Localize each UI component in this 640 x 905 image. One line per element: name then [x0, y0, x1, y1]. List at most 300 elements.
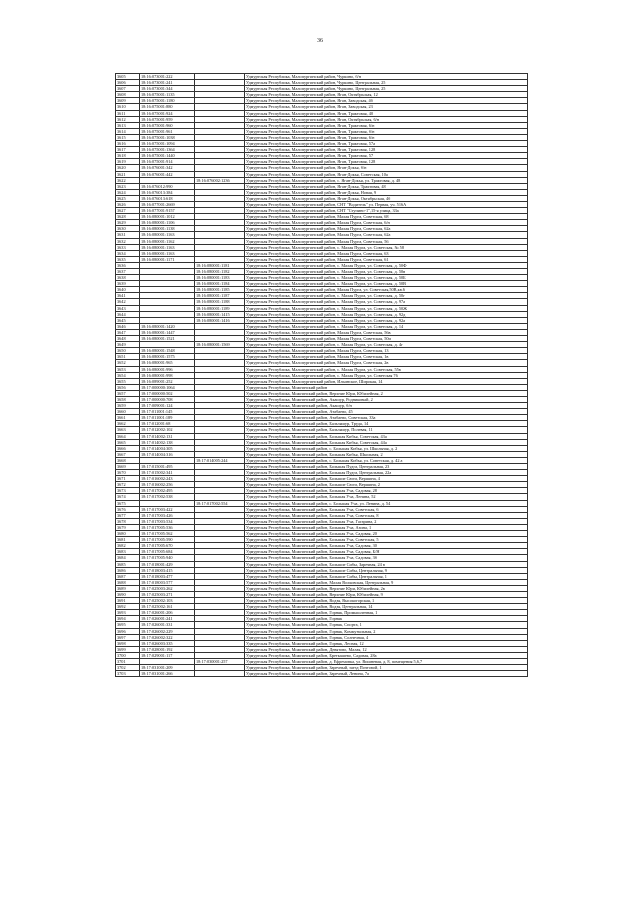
address-cell: Удмуртская Республика, Малопургинский район, Яган, Трактовая, б/н — [245, 129, 528, 135]
row-number-cell: 3659 — [116, 403, 140, 409]
row-number-cell: 3646 — [116, 324, 140, 330]
address-cell: Удмуртская Республика, Малопургинский район, с. Малая Пурга, ул. Советская, д. 14 — [245, 324, 528, 330]
cadastral-number-cell: 18:17:028001:192 — [140, 647, 195, 653]
row-number-cell: 3661 — [116, 415, 140, 421]
row-number-cell: 3650 — [116, 348, 140, 354]
cadastral-number-cell: 18:17:029001:117 — [140, 653, 195, 659]
row-number-cell: 3633 — [116, 245, 140, 251]
cadastral-number-cell: 18:16:080001:1521 — [140, 336, 195, 342]
cadastral-number-cell: 18:16:089001:252 — [140, 379, 195, 385]
cadastral-number-cell: 18:16:080001:1106 — [140, 220, 195, 226]
row-number-cell: 3626 — [116, 202, 140, 208]
building-cadastral-number-cell: 18:16:076002:1236 — [195, 178, 245, 184]
building-cadastral-number-cell: 18:16:080001:1187 — [195, 293, 245, 299]
address-cell: Удмуртская Республика, Можгинский район, Большая Кибья, Советская, 43а — [245, 434, 528, 440]
row-number-cell: 3655 — [116, 379, 140, 385]
row-number-cell: 3654 — [116, 373, 140, 379]
row-number-cell: 3616 — [116, 141, 140, 147]
row-number-cell: 3606 — [116, 80, 140, 86]
address-cell: Удмуртская Республика, Малопургинский район, Малая Пурга, Советская, 2в — [245, 360, 528, 366]
row-number-cell: 3677 — [116, 513, 140, 519]
row-number-cell: 3621 — [116, 172, 140, 178]
row-number-cell: 3701 — [116, 659, 140, 665]
address-cell: Удмуртская Республика, Малопургинский район, Яган, Трактовая, 6/н — [245, 135, 528, 141]
address-cell: Удмуртская Республика, Малопургинский район, Яган, Трактовая, 128 — [245, 159, 528, 165]
address-cell: Удмуртская Республика, Малопургинский район, с. Малая Пурга, ул. Советская, д. 50Ф — [245, 263, 528, 269]
cadastral-number-cell: 18:17:026001:241 — [140, 616, 195, 622]
cadastral-number-cell: 18:17:018003:415 — [140, 568, 195, 574]
cadastral-number-cell: 18:16:080001:1420 — [140, 324, 195, 330]
address-cell: Удмуртская Республика, Можгинский район, Большая Уча, Садовая, 30 — [245, 543, 528, 549]
address-cell: Удмуртская Республика, Можгинский район, Горняк, Спорта, 1 — [245, 622, 528, 628]
address-cell: Удмуртская Республика, Можгинский район, Малая Волковская, Центральная, 9 — [245, 580, 528, 586]
cadastral-number-cell: 18:16:080001:1447 — [140, 330, 195, 336]
address-cell: Удмуртская Республика, Малопургинский район, с. Малая Пурга, ул. Советская, д. 50г — [245, 293, 528, 299]
address-cell: Удмуртская Республика, Малопургинский район, с. Малая Пурга, ул. Советская, д. 92д — [245, 312, 528, 318]
address-cell: Удмуртская Республика, Малопургинский район, Яган, Трактовая, 40 — [245, 111, 528, 117]
row-number-cell: 3657 — [116, 391, 140, 397]
row-number-cell: 3640 — [116, 287, 140, 293]
row-number-cell: 3685 — [116, 562, 140, 568]
address-cell: Удмуртская Республика, Малопургинский район, Яган, Трактовая, 6/н — [245, 123, 528, 129]
row-number-cell: 3647 — [116, 330, 140, 336]
address-cell: Удмуртская Республика, Малопургинский район, Яган-Докья, Октябрьская, 4б — [245, 196, 528, 202]
address-cell: Удмуртская Республика, Можгинский район, Большая Уча, Ленина, 52 — [245, 494, 528, 500]
row-number-cell: 3641 — [116, 293, 140, 299]
cadastral-number-cell: 18:16:080001:1162 — [140, 239, 195, 245]
address-cell: Удмуртская Республика, Малопургинский район, Чуркино, б/н — [245, 74, 528, 80]
cadastral-number-cell: 18:17:025003:262 — [140, 586, 195, 592]
address-cell: Удмуртская Республика, Малопургинский район, Малая Пурга, Советская, 56 — [245, 239, 528, 245]
row-number-cell: 3662 — [116, 421, 140, 427]
row-number-cell: 3652 — [116, 360, 140, 366]
cadastral-number-cell: 18:17:026002:229 — [140, 629, 195, 635]
building-cadastral-number-cell: 18:17:014005:244 — [195, 458, 245, 464]
cadastral-number-cell: 18:16:075001:961 — [140, 129, 195, 135]
row-number-cell: 3618 — [116, 153, 140, 159]
cadastral-number-cell: 18:17:025002:103 — [140, 598, 195, 604]
address-cell: Удмуртская Республика, Малопургинский район, Яган-Докья, Новая, 9 — [245, 190, 528, 196]
row-number-cell: 3635 — [116, 257, 140, 263]
cadastral-number-cell: 18:17:014002:138 — [140, 440, 195, 446]
row-number-cell: 3627 — [116, 208, 140, 214]
address-cell: Удмуртская Республика, Малопургинский район, с. Малая Пурга, ул. Советская, д. 92а — [245, 318, 528, 324]
row-number-cell: 3649 — [116, 342, 140, 348]
address-cell: Удмуртская Республика, Малопургинский район, Чуркино, Центральная, 25 — [245, 80, 528, 86]
cadastral-number-cell: 18:16:073001:222 — [140, 74, 195, 80]
row-number-cell: 3672 — [116, 482, 140, 488]
cadastral-number-cell: 18:17:017005:562 — [140, 531, 195, 537]
cadastral-number-cell: 18:16:075001:1180 — [140, 98, 195, 104]
cadastral-number-cell: 18:17:026002:322 — [140, 635, 195, 641]
address-cell: Удмуртская Республика, Можгинский район, Большая Уча, Азина, 1 — [245, 525, 528, 531]
address-cell: Удмуртская Республика, Можгинский район, Бальзяшур, Труда, 14 — [245, 421, 528, 427]
register-table — [115, 73, 528, 677]
row-number-cell: 3613 — [116, 123, 140, 129]
row-number-cell: 3682 — [116, 543, 140, 549]
address-cell: Удмуртская Республика, Малопургинский район, Яган, Октябрьская, 12 — [245, 92, 528, 98]
row-number-cell: 3619 — [116, 159, 140, 165]
address-cell: Удмуртская Республика, Можгинский район — [245, 385, 528, 391]
address-cell: Удмуртская Республика, Можгинский район, Большие Сибы, Заречная, 24 в — [245, 562, 528, 568]
address-cell: Удмуртская Республика, Можгинский район, Горняк, Промышленная, 1 — [245, 610, 528, 616]
address-cell: Удмуртская Республика, Малопургинский район, с. Малая Пурга, ул. Советская 76 — [245, 373, 528, 379]
cadastral-number-cell: 18:17:014004:316 — [140, 452, 195, 458]
address-cell: Удмуртская Республика, Можгинский район, Девятово, Малая, 12 — [245, 647, 528, 653]
row-number-cell: 3620 — [116, 165, 140, 171]
cadastral-number-cell: 18:17:031001:209 — [140, 665, 195, 671]
cadastral-number-cell: 18:17:018003:577 — [140, 580, 195, 586]
row-number-cell: 3658 — [116, 397, 140, 403]
building-cadastral-number-cell: 18:17:030001:257 — [195, 659, 245, 665]
row-number-cell: 3675 — [116, 501, 140, 507]
row-number-cell: 3622 — [116, 178, 140, 184]
address-cell: Удмуртская Республика, Можгинский район, Большая Уча, Садовая, 3б — [245, 555, 528, 561]
cadastral-number-cell: 18:17:017003:534 — [140, 519, 195, 525]
row-number-cell: 3700 — [116, 653, 140, 659]
cadastral-number-cell: 18:17:017005:684 — [140, 549, 195, 555]
address-cell: Удмуртская Республика, Малопургинский район, Яган, Заводская, 23 — [245, 104, 528, 110]
address-cell: Удмуртская Республика, Малопургинский район, СНТ "Ступино-1",15-я улица, 33а — [245, 208, 528, 214]
address-cell: Удмуртская Республика, Малопургинский район, Яган, Октябрьская, 6/н — [245, 117, 528, 123]
row-number-cell: 3665 — [116, 440, 140, 446]
row-number-cell: 3703 — [116, 671, 140, 677]
row-number-cell: 3638 — [116, 275, 140, 281]
address-cell: Удмуртская Республика, Можгинский район, Бреткашево, Садовая, 28а — [245, 653, 528, 659]
address-cell: Удмуртская Республика, Малопургинский район, Малая Пурга, Советская, 6/н — [245, 220, 528, 226]
cadastral-number-cell: 18:17:017003:426 — [140, 513, 195, 519]
address-cell: Удмуртская Республика, Можгинский район, Акашур, б/н — [245, 403, 528, 409]
address-cell: Удмуртская Республика, Можгинский район, Большая Кибья, Советская, 44а — [245, 440, 528, 446]
row-number-cell: 3610 — [116, 104, 140, 110]
page-number: 36 — [317, 38, 323, 44]
cadastral-number-cell: 18:17:012001:68 — [140, 421, 195, 427]
row-number-cell: 3625 — [116, 196, 140, 202]
cadastral-number-cell: 18:17:014002:131 — [140, 434, 195, 440]
row-number-cell: 3687 — [116, 574, 140, 580]
row-number-cell: 3630 — [116, 226, 140, 232]
row-number-cell: 3639 — [116, 281, 140, 287]
row-number-cell: 3645 — [116, 318, 140, 324]
address-cell: Удмуртская Республика, Можгинский район, Верхние Юри, Юбилейная, 2 — [245, 391, 528, 397]
cadastral-number-cell: 18:17:017005:670 — [140, 543, 195, 549]
cadastral-number-cell: 18:16:073001:344 — [140, 86, 195, 92]
cadastral-number-cell: 18:17:009001:124 — [140, 403, 195, 409]
cadastral-number-cell: 18:16:076001:342 — [140, 165, 195, 171]
cadastral-number-cell: 18:16:075001:1135 — [140, 92, 195, 98]
cadastral-number-cell: 18:17:025002:161 — [140, 604, 195, 610]
cadastral-number-cell: 18:17:017005:536 — [140, 525, 195, 531]
row-number-cell: 3663 — [116, 427, 140, 433]
address-cell: Удмуртская Республика, Малопургинский район, Яган-Докья, Трактовая, 48 — [245, 184, 528, 190]
address-cell: Удмуртская Республика, Можгинский район, Водзя, Высокогорская, 1 — [245, 598, 528, 604]
address-cell: Удмуртская Республика, Можгинский район, Большая Уча, Садовая, Б/Н — [245, 549, 528, 555]
cadastral-number-cell: 18:16:075001:1364 — [140, 147, 195, 153]
cadastral-number-cell: 18:16:075001:1440 — [140, 153, 195, 159]
address-cell: Удмуртская Республика, Можгинский район, Водзя, Центральная, 14 — [245, 604, 528, 610]
table-row — [116, 671, 528, 677]
address-cell: Удмуртская Республика, Можгинский район, Большая Пудга, Центральная, 22а — [245, 470, 528, 476]
cadastral-number-cell: 18:17:031001:266 — [140, 671, 195, 677]
cadastral-number-cell: 18:17:014004:305 — [140, 446, 195, 452]
address-cell: Удмуртская Республика, Можгинский район, Большие Сюги, Вершина, 2 — [245, 482, 528, 488]
address-cell: Удмуртская Республика, Можгинский район, с. Большая Кибья, ул. Школьная, д. 2 — [245, 446, 528, 452]
row-number-cell: 3651 — [116, 354, 140, 360]
row-number-cell: 3623 — [116, 184, 140, 190]
address-cell: Удмуртская Республика, Малопургинский район, с. Яган-Докья, ул. Трактовая, д. 48 — [245, 178, 528, 184]
cadastral-number-cell: 18:17:000000:502 — [140, 391, 195, 397]
cadastral-number-cell: 18:17:025003:271 — [140, 592, 195, 598]
row-number-cell: 3636 — [116, 263, 140, 269]
cadastral-number-cell: 18:17:015002:341 — [140, 470, 195, 476]
building-cadastral-number-cell: 18:16:080001:1416 — [195, 318, 245, 324]
cadastral-number-cell: 18:17:011001:189 — [140, 415, 195, 421]
address-cell: Удмуртская Республика, Можгинский район, Большая Уча, Советская, 6 — [245, 507, 528, 513]
cadastral-number-cell: 18:17:017002:538 — [140, 494, 195, 500]
building-cadastral-number-cell: 18:16:080001:1182 — [195, 269, 245, 275]
cadastral-number-cell: 18:16:080001:1163 — [140, 245, 195, 251]
row-number-cell: 3674 — [116, 494, 140, 500]
address-cell: Удмуртская Республика, Малопургинский район, Малая Пурга, ул. Советская,50В,кв.6 — [245, 287, 528, 293]
row-number-cell: 3660 — [116, 409, 140, 415]
address-cell: Удмуртская Республика, Можгинский район, Большая Уча, Советская, 5 — [245, 537, 528, 543]
row-number-cell: 3664 — [116, 434, 140, 440]
address-cell: Удмуртская Республика, Можгинский район, Большая Пудга, Центральная, 23 — [245, 464, 528, 470]
cadastral-number-cell: 18:16:076013:384 — [140, 190, 195, 196]
address-cell: Удмуртская Республика, Малопургинский район, Малая Пурга, Советская, 1в — [245, 354, 528, 360]
row-number-cell: 3699 — [116, 647, 140, 653]
address-cell: Удмуртская Республика, Можгинский район, Большая Уча, Советская, 8 — [245, 513, 528, 519]
address-cell: Удмуртская Республика, Можгинский район, с. Большая Кибья, ул. Советская, д. 42 а — [245, 458, 528, 464]
row-number-cell: 3689 — [116, 586, 140, 592]
cadastral-number-cell: 18:17:011001:145 — [140, 409, 195, 415]
address-cell: Удмуртская Республика, Малопургинский район, Малая Пурга, Советская, 13 — [245, 348, 528, 354]
cadastral-number-cell: 18:16:077001:2669 — [140, 202, 195, 208]
address-cell: Удмуртская Республика, Малопургинский район, с. Малая Пурга, ул. Советская, д. 50В — [245, 281, 528, 287]
row-number-cell: 3702 — [116, 665, 140, 671]
building-cadastral-number-cell: 18:16:080001:1181 — [195, 263, 245, 269]
cadastral-number-cell: 18:17:000000:1064 — [140, 385, 195, 391]
address-cell: Удмуртская Республика, Малопургинский район, Малая Пурга, Советская, 68 — [245, 214, 528, 220]
cadastral-number-cell: 18:16:075001:959 — [140, 117, 195, 123]
row-number-cell: 3605 — [116, 74, 140, 80]
row-number-cell: 3684 — [116, 555, 140, 561]
row-number-cell: 3607 — [116, 86, 140, 92]
row-number-cell: 3671 — [116, 476, 140, 482]
cadastral-number-cell: 18:16:076013:618 — [140, 196, 195, 202]
row-number-cell: 3634 — [116, 251, 140, 257]
cadastral-number-cell: 18:17:026001:331 — [140, 622, 195, 628]
cadastral-number-cell: 18:17:026001:206 — [140, 610, 195, 616]
cadastral-number-cell: 18:17:016002:256 — [140, 482, 195, 488]
cadastral-number-cell: 18:16:080001:1163 — [140, 232, 195, 238]
row-number-cell: 3693 — [116, 610, 140, 616]
address-cell: Удмуртская Республика, Можгинский район, Горняк — [245, 616, 528, 622]
building-cadastral-number-cell: 18:16:080001:1183 — [195, 275, 245, 281]
address-cell: Удмуртская Республика, Можгинский район, Заречный, Ленина, 7а — [245, 671, 528, 677]
cadastral-number-cell: 18:16:080001:1575 — [140, 354, 195, 360]
cadastral-number-cell: 18:17:016002:243 — [140, 476, 195, 482]
row-number-cell: 3608 — [116, 92, 140, 98]
cadastral-number-cell: 18:16:080001:1138 — [140, 226, 195, 232]
row-number-cell: 3691 — [116, 598, 140, 604]
building-cadastral-number-cell — [195, 671, 245, 677]
address-cell: Удмуртская Республика, Малопургинский район, СНТ "Водитель" ул. Первая, уч. 516А — [245, 202, 528, 208]
row-number-cell: 3668 — [116, 458, 140, 464]
address-cell: Удмуртская Республика, Можгинский район, Большие Сибы, Центральная, 1 — [245, 574, 528, 580]
building-cadastral-number-cell: 18:16:080001:1569 — [195, 342, 245, 348]
row-number-cell: 3679 — [116, 525, 140, 531]
row-number-cell: 3698 — [116, 641, 140, 647]
cadastral-number-cell: 18:16:080001:1012 — [140, 214, 195, 220]
cadastral-number-cell: 18:16:080001:1171 — [140, 257, 195, 263]
row-number-cell: 3692 — [116, 604, 140, 610]
row-number-cell: 3656 — [116, 385, 140, 391]
address-cell: Удмуртская Республика, Можгинский район, Горняк, Коммунальная, 2 — [245, 629, 528, 635]
cadastral-number-cell: 18:17:015001:495 — [140, 464, 195, 470]
cadastral-number-cell: 18:16:080001:1548 — [140, 348, 195, 354]
row-number-cell: 3624 — [116, 190, 140, 196]
building-cadastral-number-cell: 18:16:080001:1185 — [195, 287, 245, 293]
address-cell: Удмуртская Республика, Можгинский район, Большая Уча, Садовая, 28 — [245, 488, 528, 494]
cadastral-number-cell: 18:16:076012:990 — [140, 184, 195, 190]
row-number-cell: 3631 — [116, 232, 140, 238]
address-cell: Удмуртская Республика, Малопургинский район, Яган, Заводская, 4б — [245, 98, 528, 104]
building-cadastral-number-cell: 18:16:080001:1189 — [195, 306, 245, 312]
cadastral-number-cell: 18:17:018001:429 — [140, 562, 195, 568]
building-cadastral-number-cell: 18:16:080001:1188 — [195, 299, 245, 305]
cadastral-number-cell: 18:16:075001:960 — [140, 123, 195, 129]
row-number-cell: 3614 — [116, 129, 140, 135]
row-number-cell: 3696 — [116, 629, 140, 635]
row-number-cell: 3686 — [116, 568, 140, 574]
row-number-cell: 3667 — [116, 452, 140, 458]
row-number-cell: 3612 — [116, 117, 140, 123]
address-cell: Удмуртская Республика, Малопургинский район, с. Малая Пурга, ул. Советская, д. 50Б — [245, 275, 528, 281]
address-cell: Удмуртская Республика, Малопургинский район, с. Малая Пурга, ул. Советская, 55в — [245, 367, 528, 373]
cadastral-number-cell: 18:17:017005:590 — [140, 537, 195, 543]
row-number-cell: 3688 — [116, 580, 140, 586]
address-cell: Удмуртская Республика, Можгинский район, Бальзяшур, Полевая, 11 — [245, 427, 528, 433]
cadastral-number-cell: 18:16:080001:965 — [140, 360, 195, 366]
cadastral-number-cell: 18:16:077001:9157 — [140, 208, 195, 214]
row-number-cell: 3669 — [116, 464, 140, 470]
address-cell: Удмуртская Республика, Можгинский район, Большие Сибы, Центральная, 9 — [245, 568, 528, 574]
address-cell: Удмуртская Республика, Можгинский район, Большая Уча, Садовая, 20 — [245, 531, 528, 537]
row-number-cell: 3680 — [116, 531, 140, 537]
address-cell: Удмуртская Республика, Можгинский район, д. Ефремовка, ул. Вишневая, д. 8, помещения 5,6,7 — [245, 659, 528, 665]
address-cell: Удмуртская Республика, Малопургинский район, Яган, Трактовая, 128 — [245, 147, 528, 153]
row-number-cell: 3676 — [116, 507, 140, 513]
row-number-cell: 3697 — [116, 635, 140, 641]
address-cell: Удмуртская Республика, Малопургинский район, Яган, Трактовая, 57 — [245, 153, 528, 159]
address-cell: Удмуртская Республика, Малопургинский район, с. Малая Пурга, ул. Советская, д. 97а — [245, 299, 528, 305]
row-number-cell: 3637 — [116, 269, 140, 275]
row-number-cell: 3648 — [116, 336, 140, 342]
cadastral-number-cell: 18:17:026003:335 — [140, 641, 195, 647]
cadastral-number-cell: 18:17:017002:495 — [140, 488, 195, 494]
address-cell: Удмуртская Республика, Можгинский район, Горняк, Солнечная, 4 — [245, 635, 528, 641]
row-number-cell: 3632 — [116, 239, 140, 245]
cadastral-number-cell: 18:16:075001:1038 — [140, 135, 195, 141]
row-number-cell: 3642 — [116, 299, 140, 305]
address-cell: Удмуртская Республика, Малопургинский район, Малая Пурга, Советская, 63 — [245, 251, 528, 257]
row-number-cell: 3673 — [116, 488, 140, 494]
row-number-cell: 3609 — [116, 98, 140, 104]
cadastral-number-cell: 18:17:017005:940 — [140, 555, 195, 561]
row-number-cell: 3628 — [116, 214, 140, 220]
address-cell: Удмуртская Республика, Малопургинский район, Яган-Докья, Советская, 10а — [245, 172, 528, 178]
address-cell: Удмуртская Республика, Малопургинский район, с. Малая Пурга, ул. Советская, д. 50Ж — [245, 306, 528, 312]
address-cell: Удмуртская Республика, Малопургинский район, Малая Пурга, Советская, 62а — [245, 232, 528, 238]
cadastral-number-cell: 18:17:012002:102 — [140, 427, 195, 433]
address-cell: Удмуртская Республика, Малопургинский район, Яган, Трактовая, 57а — [245, 141, 528, 147]
cadastral-number-cell: 18:16:080001:996 — [140, 367, 195, 373]
cadastral-number-cell: 18:16:075001:880 — [140, 104, 195, 110]
row-number-cell: 3681 — [116, 537, 140, 543]
building-cadastral-number-cell: 18:17:017002:554 — [195, 501, 245, 507]
address-cell: Удмуртская Республика, Можгинский район, Большая Кибья, Школьная, 2 — [245, 452, 528, 458]
address-cell: Удмуртская Республика, Малопургинский район, Малая Пурга, Советская, 50и — [245, 336, 528, 342]
address-cell: Удмуртская Республика, Можгинский район, с. Большая Уча, ул. Ленина, д. 54 — [245, 501, 528, 507]
row-number-cell: 3694 — [116, 616, 140, 622]
cadastral-number-cell: 18:17:017003:422 — [140, 507, 195, 513]
row-number-cell: 3678 — [116, 519, 140, 525]
row-number-cell: 3695 — [116, 622, 140, 628]
cadastral-number-cell: 18:16:075001:914 — [140, 159, 195, 165]
address-cell: Удмуртская Республика, Можгинский район, Большие Сюги, Вершина, 4 — [245, 476, 528, 482]
row-number-cell: 3615 — [116, 135, 140, 141]
row-number-cell: 3690 — [116, 592, 140, 598]
row-number-cell: 3629 — [116, 220, 140, 226]
address-cell: Удмуртская Республика, Можгинский район, Акашур, Родниковый, 2 — [245, 397, 528, 403]
address-cell: Удмуртская Республика, Малопургинский район, с. Малая Пурга, ул. Советская, д. 4г — [245, 342, 528, 348]
cadastral-number-cell: 18:16:075001:1094 — [140, 141, 195, 147]
address-cell: Удмуртская Республика, Малопургинский район, Малая Пурга, Советская, 61 — [245, 257, 528, 263]
address-cell: Удмуртская Республика, Можгинский район, Атабаево, 45 — [245, 409, 528, 415]
address-cell: Удмуртская Республика, Можгинский район, Верхние Юри, Юбилейная, 9 — [245, 592, 528, 598]
cadastral-number-cell: 18:17:018003:477 — [140, 574, 195, 580]
address-cell: Удмуртская Республика, Малопургинский район, Малая Пурга, Советская, 62а — [245, 226, 528, 232]
row-number-cell: 3643 — [116, 306, 140, 312]
row-number-cell: 3653 — [116, 367, 140, 373]
address-cell: Удмуртская Республика, Можгинский район, Верхние Юри, Юбилейная, 2в — [245, 586, 528, 592]
building-cadastral-number-cell: 18:16:080001:1415 — [195, 312, 245, 318]
row-number-cell: 3617 — [116, 147, 140, 153]
address-cell: Удмуртская Республика, Можгинский район, Заречный, заезд Почтовой, 1 — [245, 665, 528, 671]
address-cell: Удмуртская Республика, Можгинский район, Большая Уча, Гагарина, 2 — [245, 519, 528, 525]
address-cell: Удмуртская Республика, Малопургинский район, Малая Пурга, Советская, 56в — [245, 330, 528, 336]
cadastral-number-cell: 18:16:076001:442 — [140, 172, 195, 178]
cadastral-number-cell: 18:16:080001:1163 — [140, 251, 195, 257]
address-cell: Удмуртская Республика, Малопургинский район, Яган-Докья, б/н — [245, 165, 528, 171]
address-cell: Удмуртская Республика, Можгинский район, Горняк, Лесная, 12 — [245, 641, 528, 647]
cadastral-number-cell: 18:16:080001:998 — [140, 373, 195, 379]
address-cell: Удмуртская Республика, Малопургинский район, с. Малая Пурга, ул. Советская, № 58 — [245, 245, 528, 251]
row-number-cell: 3611 — [116, 111, 140, 117]
row-number-cell: 3644 — [116, 312, 140, 318]
address-cell: Удмуртская Республика, Малопургинский район, Чуркино, Центральная, 25 — [245, 86, 528, 92]
row-number-cell: 3683 — [116, 549, 140, 555]
cadastral-number-cell: 18:16:075001:924 — [140, 111, 195, 117]
row-number-cell: 3670 — [116, 470, 140, 476]
row-number-cell: 3666 — [116, 446, 140, 452]
address-cell: Удмуртская Республика, Малопургинский район, Ильинское, Широкая, 14 — [245, 379, 528, 385]
cadastral-number-cell: 18:16:073001:241 — [140, 80, 195, 86]
address-cell: Удмуртская Республика, Малопургинский район, с. Малая Пурга, ул. Советская, д. 50в — [245, 269, 528, 275]
cadastral-number-cell: 18:17:000000:708 — [140, 397, 195, 403]
address-cell: Удмуртская Республика, Можгинский район, Атабаево, Советская, 33а — [245, 415, 528, 421]
